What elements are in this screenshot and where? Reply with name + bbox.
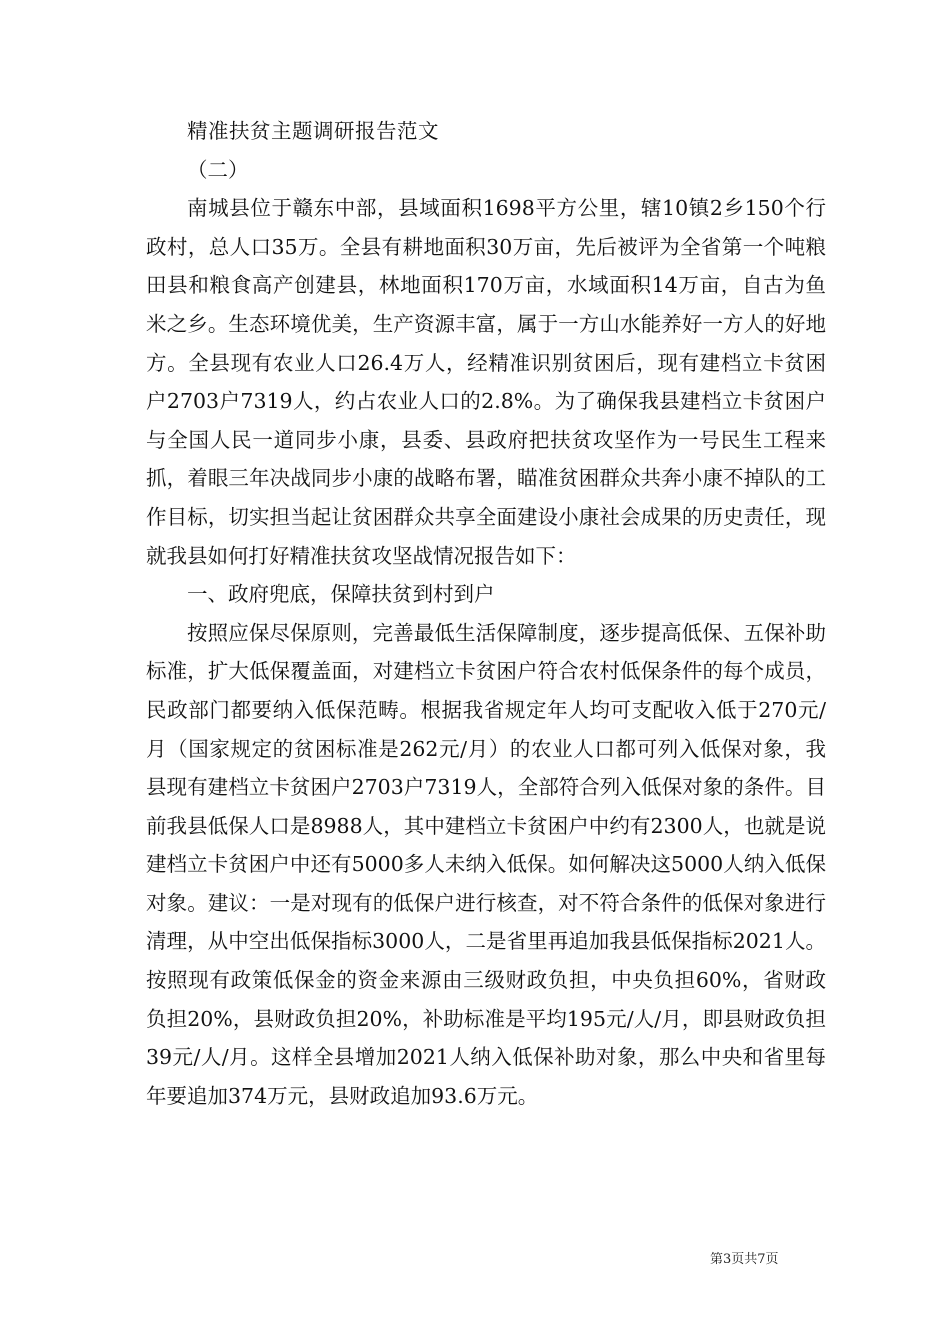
intro-paragraph: 南城县位于赣东中部，县域面积1698平方公里，辖10镇2乡150个行政村，总人口35万。全县有耕地面积30万亩，先后被评为全省第一个吨粮田县和粮食高产创建县，林地面积170万亩，水域面积14万亩，自古为鱼米之乡。生态环境优美，生产资源丰富，属于一方山水能养好一方人的好地方。全县现有农业人口26.4万人，经精准识别贫困后，现有建档立卡贫困户2703户7319人，约占农业人口的2.8%。为了确保我县建档立卡贫困户与全国人民一道同步小康，县委、县政府把扶贫攻坚作为一号民生工程来抓，着眼三年决战同步小康的战略布署，瞄准贫困群众共奔小康不掉队的工作目标，切实担当起让贫困群众共享全面建设小康社会成果的历史责任，现就我县如何打好精准扶贫攻坚战情况报告如下： bbox=[146, 196, 826, 568]
document-title: 精准扶贫主题调研报告范文 bbox=[187, 119, 439, 143]
section-heading: 一、政府兜底，保障扶贫到村到户 bbox=[187, 582, 495, 607]
section-paragraph: 按照应保尽保原则，完善最低生活保障制度，逐步提高低保、五保补助标准，扩大低保覆盖面，对建档立卡贫困户符合农村低保条件的每个成员，民政部门都要纳入低保范畴。根据我省规定年人均可支配收入低于270元/月（国家规定的贫困标准是262元/月）的农业人口都可列入低保对象，我县现有建档立卡贫困户2703户7319人，全部符合列入低保对象的条件。目前我县低保人口是8988人，其中建档立卡贫困户中约有2300人，也就是说建档立卡贫困户中还有5000多人未纳入低保。如何解决这5000人纳入低保对象。建议：一是对现有的低保户进行核查，对不符合条件的低保对象进行清理，从中空出低保指标3000人，二是省里再追加我县低保指标2021人。按照现有政策低保金的资金来源由三级财政负担，中央负担60%，省财政负担20%，县财政负担20%，补助标准是平均195元/人/月，即县财政负担39元/人/月。这样全县增加2021人纳入低保补助对象，那么中央和省里每年要追加374万元，县财政追加93.6万元。 bbox=[146, 620, 826, 1108]
document-subtitle: （二） bbox=[187, 157, 249, 182]
page-number: 第3页共7页 bbox=[710, 1252, 779, 1267]
document-body bbox=[146, 112, 826, 1115]
